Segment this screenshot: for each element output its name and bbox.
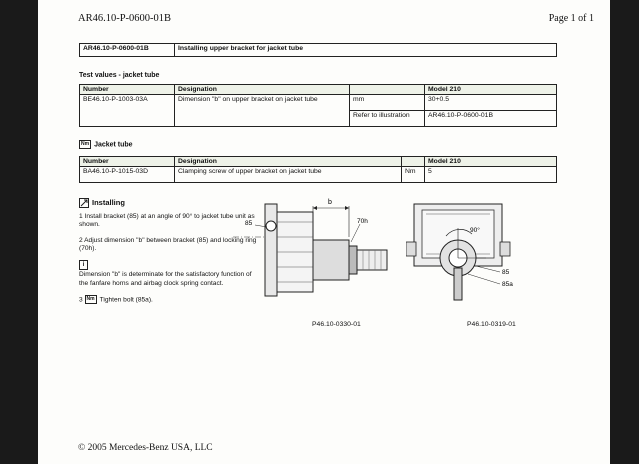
test-values-table	[79, 84, 557, 127]
column-header: Model 210	[425, 157, 557, 167]
step-1: 1 Install bracket (85) at an angle of 90° to jacket tube unit as shown.	[79, 213, 255, 229]
jacket-tube-heading-text: Jacket tube	[94, 141, 133, 149]
info-note: Dimension "b" is determinate for the satisfactory function of the fanfare horns and airbag clock spring contact.	[79, 271, 252, 287]
torque-icon: Nm	[86, 295, 95, 302]
label-90-degrees: 90°	[470, 227, 480, 234]
copyright-footer: © 2005 Mercedes-Benz USA, LLC	[78, 443, 213, 453]
document-page	[38, 0, 610, 464]
installing-instructions	[79, 198, 259, 311]
step-3	[79, 295, 259, 305]
cell-value: 5	[425, 167, 557, 183]
info-icon: i	[79, 260, 88, 270]
torque-icon: Nm	[81, 141, 90, 147]
column-header: Designation	[175, 157, 402, 167]
cell-unit: Nm	[402, 167, 425, 183]
column-header	[402, 157, 425, 167]
header-doc-id: AR46.10-P-0600-01B	[78, 13, 172, 24]
document-code: AR46.10-P-0600-01B	[80, 44, 175, 57]
install-icon	[79, 198, 89, 208]
label-85a: 85a	[502, 281, 513, 288]
label-b: b	[328, 199, 332, 206]
illustration-bracket-front	[406, 198, 546, 308]
document-title: Installing upper bracket for jacket tube	[175, 44, 557, 57]
test-values-heading: Test values - jacket tube	[79, 72, 160, 79]
step-3-number: 3	[79, 296, 83, 304]
cell-number: BA46.10-P-1015-03D	[80, 167, 175, 183]
column-header: Model 210	[425, 85, 557, 95]
table-row	[80, 167, 557, 183]
cell-unit: Refer to illustration	[350, 111, 425, 127]
label-70h: 70h	[357, 218, 368, 225]
column-header: Number	[80, 85, 175, 95]
column-header	[350, 85, 425, 95]
cell-value: AR46.10-P-0600-01B	[425, 111, 557, 127]
cell-designation: Clamping screw of upper bracket on jacket tube	[175, 167, 402, 183]
illustration-bracket-side	[233, 192, 413, 312]
figure-right-caption: P46.10-0319-01	[467, 321, 516, 328]
installing-heading	[79, 198, 259, 208]
label-85: 85	[502, 269, 510, 276]
jacket-tube-heading	[79, 140, 133, 149]
cell-value: 30+0.5	[425, 95, 557, 111]
step-2: 2 Adjust dimension "b" between bracket (85) and locking ring (70h).	[79, 236, 257, 252]
header-page-number: Page 1 of 1	[548, 13, 594, 24]
installing-heading-text: Installing	[92, 197, 125, 207]
document-title-table	[79, 43, 557, 57]
table-row	[80, 95, 557, 111]
cell-number: BE46.10-P-1003-03A	[80, 95, 175, 127]
cell-unit: mm	[350, 95, 425, 111]
label-85: 85	[245, 220, 253, 227]
jacket-tube-table	[79, 156, 557, 183]
cell-designation: Dimension "b" on upper bracket on jacket tube	[175, 95, 350, 127]
figure-left-caption: P46.10-0330-01	[312, 321, 361, 328]
step-3-text: Tighten bolt (85a).	[99, 296, 153, 304]
column-header: Designation	[175, 85, 350, 95]
column-header: Number	[80, 157, 175, 167]
